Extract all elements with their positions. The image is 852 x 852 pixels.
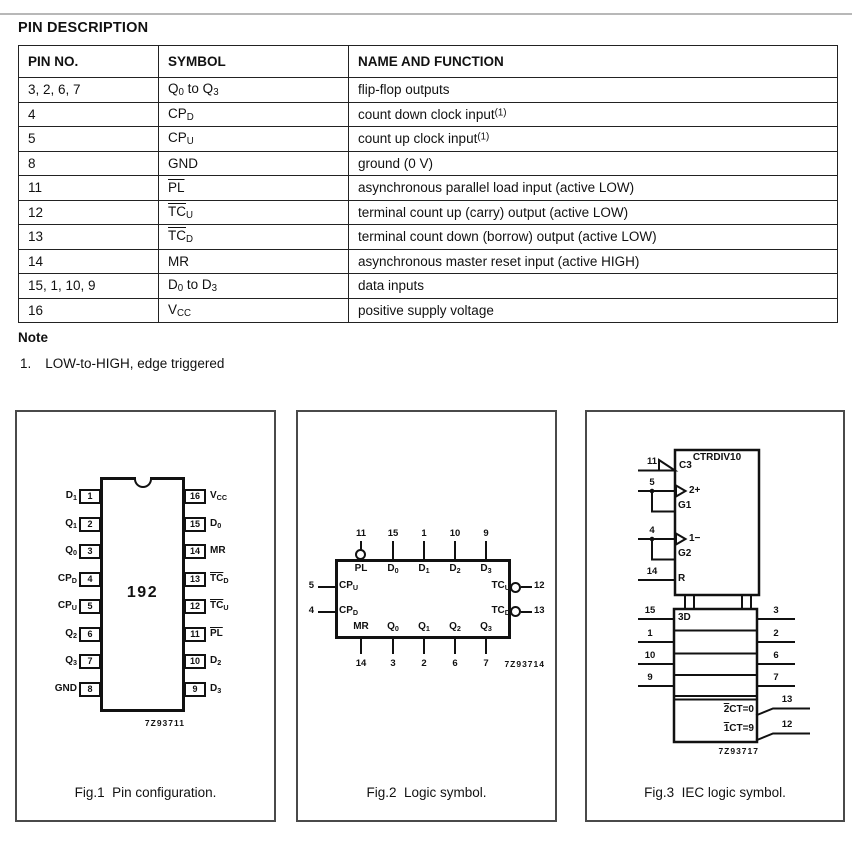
pin-label: GND [54, 682, 77, 694]
active-low-bubble [510, 582, 521, 593]
pin-number: 9 [483, 528, 489, 539]
cell-symbol: $D_0$ to $D_3$ [159, 274, 349, 299]
table-header-row [19, 46, 838, 78]
cell-pin: 15, 1, 10, 9 [19, 274, 159, 299]
cell-function: data inputs [349, 274, 838, 299]
pin-label: $CP_D$ [57, 572, 77, 585]
section-heading: PIN DESCRIPTION [18, 20, 149, 36]
pin-label: $Q_1$ [418, 621, 430, 634]
pin-label: $D_0$ [210, 517, 222, 530]
cell-function: terminal count down (borrow) output (active LOW) [349, 225, 838, 250]
cell-pin: 4 [19, 102, 159, 127]
pin-label: MR [210, 545, 226, 556]
cell-function: count up clock input$^{(1)}$ [349, 127, 838, 152]
cell-symbol: $CP_D$ [159, 102, 349, 127]
col-header-symbol: SYMBOL [159, 46, 349, 78]
cell-function: ground (0 V) [349, 151, 838, 176]
pin-number: 15 [644, 605, 656, 616]
cell-function: count down clock input$^{(1)}$ [349, 102, 838, 127]
cell-symbol: GND [159, 151, 349, 176]
pin-line [360, 639, 362, 654]
block-connector-tab [685, 596, 694, 608]
table-row [19, 78, 838, 103]
col-header-name-function: NAME AND FUNCTION [349, 46, 838, 78]
pin-number: 14 [355, 658, 367, 669]
pin-number: 14 [646, 566, 658, 577]
note-text: LOW-to-HIGH, edge triggered [45, 356, 225, 371]
cell-pin: 13 [19, 225, 159, 250]
pin-number: 6 [452, 658, 458, 669]
pin-number-box: 2 [79, 517, 101, 532]
pin-number: 11 [355, 528, 367, 539]
pin-line [521, 611, 532, 613]
c3-label: C3 [679, 460, 692, 471]
pin-label: $V_{CC}$ [210, 490, 228, 503]
pin-number: 13 [534, 605, 545, 616]
pin-label: $Q_0$ [65, 545, 77, 558]
pin-label: PL [354, 563, 368, 574]
active-low-bubble [510, 606, 521, 617]
pin-label: $\overline{PL}$ [210, 627, 223, 639]
pin-number: 5 [308, 580, 314, 591]
pin-number-box: 14 [184, 544, 206, 559]
cell-pin: 16 [19, 298, 159, 323]
cell-symbol: $\overline{PL}$ [159, 176, 349, 201]
gate-label-g2: G2 [678, 548, 692, 559]
pin-number: 4 [649, 525, 655, 536]
pin-label: $Q_1$ [65, 517, 77, 530]
chip-type-label: 192 [126, 584, 159, 601]
pin-line [454, 541, 456, 560]
pin-label: $TC_D$ [491, 605, 510, 618]
pin-number-box: 12 [184, 599, 206, 614]
table-row [19, 176, 838, 201]
pin-label: $CP_U$ [57, 600, 77, 613]
pin-line [521, 586, 532, 588]
table-row [19, 127, 838, 152]
cell-function: positive supply voltage [349, 298, 838, 323]
pin-number-box: 7 [79, 654, 101, 669]
table-row [19, 274, 838, 299]
top-divider-line [0, 13, 852, 15]
pin-label: $CP_U$ [339, 580, 359, 593]
pin-label: $Q_0$ [387, 621, 399, 634]
pin-number-box: 15 [184, 517, 206, 532]
gate-branch-line-g1 [652, 491, 675, 512]
cell-pin: 8 [19, 151, 159, 176]
pin-number-box: 10 [184, 654, 206, 669]
drawing-code: 7Z93711 [144, 718, 185, 728]
tc-output-line-13 [757, 709, 809, 716]
drawing-code: 7Z93717 [718, 746, 759, 756]
pin-number: 3 [773, 605, 779, 616]
pin-number-box: 8 [79, 682, 101, 697]
cell-symbol: MR [159, 249, 349, 274]
pin-line [454, 639, 456, 654]
cell-symbol: $\overline{TC}_U$ [159, 200, 349, 225]
pin-line [392, 541, 394, 560]
gate-label-g1: G1 [678, 500, 692, 511]
pin-number: 11 [646, 456, 658, 467]
pin-line [423, 639, 425, 654]
table-row [19, 249, 838, 274]
table-row [19, 102, 838, 127]
table-row [19, 225, 838, 250]
cell-pin: 5 [19, 127, 159, 152]
cell-function: flip-flop outputs [349, 78, 838, 103]
pin-number-box: 11 [184, 627, 206, 642]
pin-line [392, 639, 394, 654]
terminal-count-zero-label: 2CT=0 [723, 704, 754, 715]
note-item [20, 356, 224, 371]
pin-number: 9 [647, 672, 653, 683]
pin-label: $D_0$ [387, 563, 399, 576]
pin-label: $D_1$ [65, 490, 77, 503]
pin-number: 15 [387, 528, 399, 539]
cell-function: asynchronous parallel load input (active LOW) [349, 176, 838, 201]
figure-1-pin-configuration [15, 410, 276, 822]
dynamic-input-triangle [676, 534, 686, 545]
pin-number-box: 1 [79, 489, 101, 504]
dynamic-input-triangle [676, 486, 686, 497]
pin-label: $D_3$ [210, 682, 222, 695]
cell-function: asynchronous master reset input (active HIGH) [349, 249, 838, 274]
tc-output-line-12 [757, 734, 809, 741]
pin-number: 5 [649, 477, 655, 488]
pin-number: 13 [781, 694, 793, 705]
pin-label: $TC_U$ [491, 580, 510, 593]
figure-2-caption: Fig.2 Logic symbol. [366, 785, 487, 800]
cell-symbol: $Q_0$ to $Q_3$ [159, 78, 349, 103]
pin-label: $Q_3$ [480, 621, 492, 634]
pin-line [318, 611, 335, 613]
cell-pin: 11 [19, 176, 159, 201]
pin-label: $\overline{TC}_D$ [210, 572, 229, 585]
pin-description-table [18, 45, 838, 323]
pin-line [423, 541, 425, 560]
cell-pin: 12 [19, 200, 159, 225]
pin-number-box: 13 [184, 572, 206, 587]
pin-label: $Q_2$ [449, 621, 461, 634]
pin-label: $CP_D$ [339, 605, 359, 618]
pin-number-box: 9 [184, 682, 206, 697]
col-header-pin-no: PIN NO. [19, 46, 159, 78]
figure-3-caption: Fig.3 IEC logic symbol. [644, 785, 786, 800]
pin-number: 12 [781, 719, 793, 730]
table-row [19, 298, 838, 323]
pin-label: $D_3$ [480, 563, 492, 576]
pin-label: $D_2$ [210, 655, 222, 668]
pin-label: $D_1$ [418, 563, 430, 576]
cell-symbol: $V_{CC}$ [159, 298, 349, 323]
pin-number: 2 [773, 628, 779, 639]
pin-number: 12 [534, 580, 545, 591]
note-heading: Note [18, 330, 48, 345]
note-number: 1. [20, 356, 32, 371]
pin-line [485, 541, 487, 560]
pin-label: $Q_2$ [65, 627, 77, 640]
pin-number-box: 3 [79, 544, 101, 559]
figure-1-caption: Fig.1 Pin configuration. [74, 785, 217, 800]
cell-pin: 14 [19, 249, 159, 274]
pin-number: 10 [644, 650, 656, 661]
pin-label: MR [353, 621, 369, 632]
active-low-bubble [355, 549, 366, 560]
pin-number: 1 [421, 528, 427, 539]
figure-3-iec-logic-symbol [585, 410, 845, 822]
pin-number: 7 [773, 672, 779, 683]
drawing-code: 7Z93714 [504, 659, 545, 669]
pin-number: 1 [647, 628, 653, 639]
pin-line [485, 639, 487, 654]
pin-number: 6 [773, 650, 779, 661]
pin-number-box: 4 [79, 572, 101, 587]
block-connector-tab [742, 596, 751, 608]
reset-label: R [678, 573, 686, 584]
count-up-label: 2+ [689, 485, 701, 496]
pin-number: 2 [421, 658, 427, 669]
iec-symbol-drawing [587, 412, 843, 820]
pin-label: $D_2$ [449, 563, 461, 576]
terminal-count-nine-label: 1CT=9 [723, 723, 754, 734]
cell-symbol: $CP_U$ [159, 127, 349, 152]
pin-label: $Q_3$ [65, 655, 77, 668]
pin-label: $\overline{TC}_U$ [210, 600, 229, 613]
pin-number: 4 [308, 605, 314, 616]
figure-2-logic-symbol [296, 410, 557, 822]
cell-symbol: $\overline{TC}_D$ [159, 225, 349, 250]
pin-line [318, 586, 335, 588]
cell-function: terminal count up (carry) output (active LOW) [349, 200, 838, 225]
gate-branch-line-g2 [652, 539, 675, 560]
cell-pin: 3, 2, 6, 7 [19, 78, 159, 103]
table-row [19, 151, 838, 176]
pin-number: 3 [390, 658, 396, 669]
pin-number-box: 5 [79, 599, 101, 614]
pin-number-box: 6 [79, 627, 101, 642]
table-row [19, 200, 838, 225]
pin-number: 10 [449, 528, 461, 539]
pin-number-box: 16 [184, 489, 206, 504]
data-mode-label: 3D [678, 612, 691, 623]
count-down-label: 1− [689, 533, 701, 544]
block-function-label: CTRDIV10 [692, 452, 742, 463]
pin-number: 7 [483, 658, 489, 669]
